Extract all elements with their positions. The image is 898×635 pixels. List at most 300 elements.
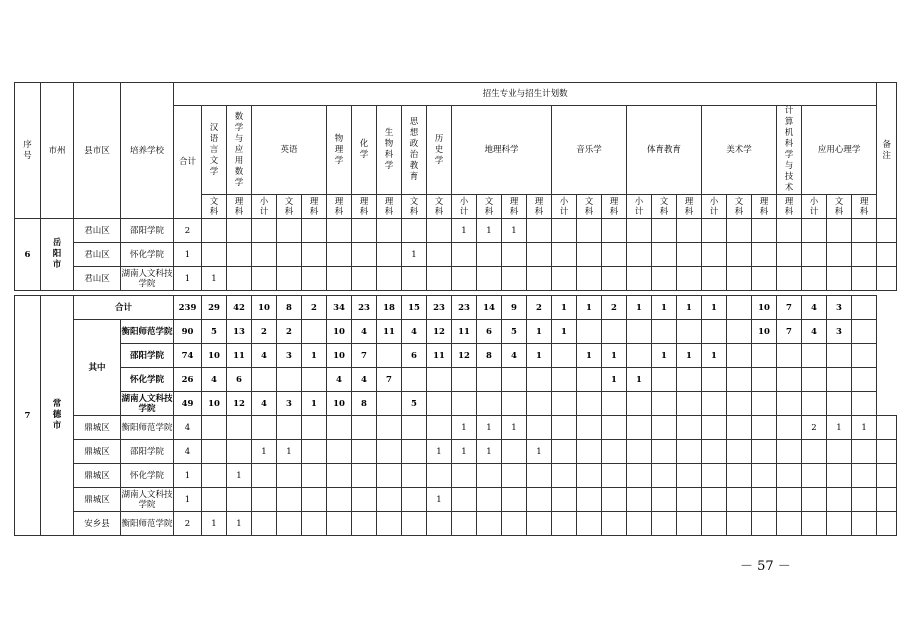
cell-value: 1 (827, 416, 852, 440)
cell-value (402, 488, 427, 512)
cell-value: 3 (827, 320, 852, 344)
row-seq: 7 (15, 296, 41, 536)
row-school: 衡阳师范学院 (121, 320, 174, 344)
cell-value: 1 (402, 243, 427, 267)
header-group-title: 招生专业与招生计划数 (174, 83, 877, 106)
cell-value (502, 440, 527, 464)
cell-value: 4 (252, 344, 277, 368)
cell-value: 1 (702, 296, 727, 320)
cell-value (277, 464, 302, 488)
cell-value: 10 (252, 296, 277, 320)
cell-value (427, 219, 452, 243)
cell-value (702, 267, 727, 291)
cell-value (302, 267, 327, 291)
cell-value (202, 219, 227, 243)
cell-value: 9 (502, 296, 527, 320)
cell-value: 1 (602, 368, 627, 392)
cell-value (277, 512, 302, 536)
cell-value (677, 368, 702, 392)
cell-value: 1 (552, 296, 577, 320)
row-county: 鼎城区 (74, 464, 121, 488)
cell-value (477, 267, 502, 291)
cell-value: 10 (327, 320, 352, 344)
cell-value (752, 392, 777, 416)
table-row (15, 392, 897, 416)
cell-value (702, 243, 727, 267)
cell-value (552, 243, 577, 267)
cell-value (577, 243, 602, 267)
cell-value: 1 (527, 440, 552, 464)
header-seq: 序号 (15, 83, 41, 219)
cell-value (852, 267, 877, 291)
cell-value: 4 (202, 368, 227, 392)
cell-value (377, 392, 402, 416)
sub-like: 理科 (227, 195, 252, 219)
cell-value (377, 219, 402, 243)
header-city: 市州 (41, 83, 74, 219)
cell-value (702, 392, 727, 416)
sub-xiaoji: 小计 (627, 195, 652, 219)
cell-value (727, 488, 752, 512)
row-county: 鼎城区 (74, 488, 121, 512)
cell-value (352, 512, 377, 536)
cell-value (402, 512, 427, 536)
cell-value (702, 512, 727, 536)
page-number: － 57 － (740, 559, 791, 574)
cell-value (827, 440, 852, 464)
cell-value (552, 464, 577, 488)
sub-xiaoji: 小计 (452, 195, 477, 219)
cell-value (277, 243, 302, 267)
cell-value (702, 368, 727, 392)
cell-value: 1 (202, 512, 227, 536)
cell-value (677, 392, 702, 416)
cell-value (352, 267, 377, 291)
sub-like: 理科 (502, 195, 527, 219)
cell-value: 1 (627, 296, 652, 320)
cell-value: 1 (477, 440, 502, 464)
cell-value (402, 464, 427, 488)
row-school: 怀化学院 (121, 243, 174, 267)
table-row (15, 296, 897, 320)
cell-value: 10 (327, 392, 352, 416)
cell-value (402, 219, 427, 243)
cell-value: 15 (402, 296, 427, 320)
cell-value (452, 392, 477, 416)
cell-value (477, 488, 502, 512)
sub-xiaoji: 小计 (552, 195, 577, 219)
cell-value: 1 (502, 416, 527, 440)
cell-value: 10 (752, 320, 777, 344)
cell-value (752, 464, 777, 488)
row-school: 邵阳学院 (121, 440, 174, 464)
cell-value (727, 320, 752, 344)
cell-value (427, 464, 452, 488)
cell-value: 1 (302, 344, 327, 368)
cell-total: 1 (174, 243, 202, 267)
cell-value: 7 (377, 368, 402, 392)
cell-value (627, 267, 652, 291)
cell-value (777, 416, 802, 440)
cell-value: 2 (527, 296, 552, 320)
cell-value: 1 (527, 344, 552, 368)
sub-like: 理科 (327, 195, 352, 219)
header-major-geography: 地理科学 (452, 106, 552, 195)
cell-value: 1 (677, 344, 702, 368)
cell-value (577, 440, 602, 464)
sub-xiaoji: 小计 (802, 195, 827, 219)
cell-value: 2 (277, 320, 302, 344)
cell-value (402, 368, 427, 392)
table-row (15, 368, 897, 392)
cell-remark (877, 243, 897, 267)
sub-like: 理科 (527, 195, 552, 219)
cell-value (202, 464, 227, 488)
row-school: 湖南人文科技学院 (121, 393, 173, 414)
cell-value (277, 368, 302, 392)
cell-value (327, 488, 352, 512)
cell-remark (877, 464, 897, 488)
cell-value: 5 (502, 320, 527, 344)
cell-value (852, 219, 877, 243)
cell-value (252, 368, 277, 392)
cell-value (577, 488, 602, 512)
cell-value: 13 (227, 320, 252, 344)
cell-value (227, 243, 252, 267)
cell-value (352, 440, 377, 464)
cell-value (627, 320, 652, 344)
cell-value (502, 267, 527, 291)
cell-value (677, 320, 702, 344)
cell-value (802, 488, 827, 512)
cell-value: 11 (452, 320, 477, 344)
cell-total: 2 (174, 219, 202, 243)
cell-value (502, 368, 527, 392)
cell-value (802, 464, 827, 488)
header-major-english: 英语 (252, 106, 327, 195)
cell-value (252, 488, 277, 512)
cell-value: 8 (277, 296, 302, 320)
cell-value (452, 488, 477, 512)
cell-value: 11 (377, 320, 402, 344)
header-major-math: 数学与应用数学 (227, 106, 252, 195)
cell-value (677, 219, 702, 243)
cell-value (527, 368, 552, 392)
cell-value (677, 488, 702, 512)
sub-like: 理科 (352, 195, 377, 219)
row-school: 衡阳师范学院 (121, 416, 174, 440)
cell-value (427, 267, 452, 291)
cell-value (377, 488, 402, 512)
row-county: 君山区 (74, 267, 121, 291)
cell-value: 1 (527, 320, 552, 344)
cell-value: 6 (477, 320, 502, 344)
cell-value (827, 219, 852, 243)
cell-total: 1 (174, 464, 202, 488)
cell-value (352, 219, 377, 243)
cell-total: 26 (174, 368, 202, 392)
cell-remark (877, 488, 897, 512)
cell-remark (877, 219, 897, 243)
cell-value (652, 368, 677, 392)
cell-value (852, 320, 877, 344)
cell-value (502, 464, 527, 488)
sub-xiaoji: 小计 (252, 195, 277, 219)
cell-value (652, 416, 677, 440)
cell-value: 1 (427, 488, 452, 512)
cell-value (702, 440, 727, 464)
cell-remark (877, 416, 897, 440)
cell-value (277, 267, 302, 291)
cell-value (852, 440, 877, 464)
cell-value: 1 (277, 440, 302, 464)
cell-value (552, 267, 577, 291)
cell-value: 1 (202, 267, 227, 291)
cell-value (602, 512, 627, 536)
header-total: 合计 (174, 106, 202, 219)
cell-value (827, 267, 852, 291)
cell-value: 4 (352, 320, 377, 344)
cell-value: 6 (402, 344, 427, 368)
cell-value (527, 464, 552, 488)
row-city: 岳阳市 (41, 219, 74, 291)
cell-value (252, 464, 277, 488)
row-among-label: 其中 (74, 320, 121, 416)
cell-value (752, 344, 777, 368)
cell-value (602, 267, 627, 291)
row-county: 鼎城区 (74, 416, 121, 440)
row-school: 怀化学院 (121, 368, 174, 392)
cell-value: 4 (402, 320, 427, 344)
cell-value: 12 (452, 344, 477, 368)
cell-value (327, 440, 352, 464)
cell-value: 34 (327, 296, 352, 320)
cell-value (477, 464, 502, 488)
cell-value (502, 488, 527, 512)
cell-value: 1 (627, 368, 652, 392)
cell-value (552, 488, 577, 512)
cell-value: 10 (202, 344, 227, 368)
cell-value (852, 512, 877, 536)
cell-value (777, 243, 802, 267)
cell-value (802, 344, 827, 368)
cell-value (452, 267, 477, 291)
cell-value (602, 392, 627, 416)
row-school: 湖南人文科技学院 (121, 489, 173, 510)
cell-value (627, 344, 652, 368)
cell-value: 1 (477, 219, 502, 243)
cell-value (727, 392, 752, 416)
cell-value (377, 416, 402, 440)
enrollment-plan-table (14, 82, 897, 536)
row-county: 君山区 (74, 243, 121, 267)
cell-value (702, 488, 727, 512)
cell-value: 8 (352, 392, 377, 416)
cell-value (852, 368, 877, 392)
row-school: 邵阳学院 (121, 344, 174, 368)
cell-value: 1 (852, 416, 877, 440)
cell-value (427, 512, 452, 536)
cell-value (477, 392, 502, 416)
cell-value: 12 (227, 392, 252, 416)
cell-value (202, 488, 227, 512)
cell-value: 7 (777, 320, 802, 344)
sub-like: 理科 (302, 195, 327, 219)
cell-value (727, 243, 752, 267)
cell-value (377, 267, 402, 291)
cell-value (777, 219, 802, 243)
cell-value (752, 416, 777, 440)
cell-value (502, 392, 527, 416)
cell-value (652, 392, 677, 416)
cell-value (702, 416, 727, 440)
cell-value (577, 392, 602, 416)
cell-value: 14 (477, 296, 502, 320)
cell-value (402, 416, 427, 440)
cell-value (577, 464, 602, 488)
cell-total: 90 (174, 320, 202, 344)
cell-value (677, 440, 702, 464)
cell-value (377, 440, 402, 464)
cell-value (477, 368, 502, 392)
cell-value (827, 488, 852, 512)
cell-value (277, 416, 302, 440)
cell-value (577, 267, 602, 291)
cell-value (827, 368, 852, 392)
cell-value (852, 296, 877, 320)
cell-value (327, 243, 352, 267)
cell-value (252, 243, 277, 267)
header-major-chinese: 汉语言文学 (202, 106, 227, 195)
cell-value (302, 440, 327, 464)
header-major-politics: 思想政治教育 (402, 106, 427, 195)
cell-value (777, 392, 802, 416)
header-major-physics: 物理学 (327, 106, 352, 195)
cell-value (777, 512, 802, 536)
cell-value (752, 243, 777, 267)
cell-value (352, 243, 377, 267)
cell-value (602, 320, 627, 344)
cell-value (552, 512, 577, 536)
cell-value (452, 243, 477, 267)
cell-total: 2 (174, 512, 202, 536)
sub-wenke: 文科 (652, 195, 677, 219)
header-major-pe: 体育教育 (627, 106, 702, 195)
sub-wenke: 文科 (402, 195, 427, 219)
cell-value (777, 368, 802, 392)
cell-value (627, 512, 652, 536)
cell-value (627, 219, 652, 243)
table-row (15, 440, 897, 464)
cell-value (502, 512, 527, 536)
cell-value: 1 (452, 416, 477, 440)
cell-value (327, 267, 352, 291)
cell-total: 1 (174, 267, 202, 291)
header-major-chemistry: 化学 (352, 106, 377, 195)
cell-value (377, 512, 402, 536)
cell-value (302, 416, 327, 440)
cell-value (852, 464, 877, 488)
sub-wenke: 文科 (827, 195, 852, 219)
table-row (15, 243, 897, 267)
cell-value: 8 (477, 344, 502, 368)
cell-value: 11 (227, 344, 252, 368)
cell-value (627, 464, 652, 488)
cell-value (677, 416, 702, 440)
cell-value (227, 440, 252, 464)
cell-value (602, 243, 627, 267)
cell-value (827, 243, 852, 267)
sub-like: 理科 (752, 195, 777, 219)
cell-value: 1 (652, 296, 677, 320)
cell-value: 10 (202, 392, 227, 416)
sub-like: 理科 (777, 195, 802, 219)
cell-value: 1 (702, 344, 727, 368)
sub-wenke: 文科 (577, 195, 602, 219)
cell-value: 1 (602, 344, 627, 368)
cell-value: 2 (252, 320, 277, 344)
row-school: 湖南人文科技学院 (121, 268, 173, 289)
cell-value (752, 488, 777, 512)
header-major-music: 音乐学 (552, 106, 627, 195)
cell-total: 4 (174, 440, 202, 464)
cell-value: 1 (302, 392, 327, 416)
cell-value (602, 464, 627, 488)
row-school: 邵阳学院 (121, 219, 174, 243)
cell-value (302, 219, 327, 243)
table-row (15, 344, 897, 368)
cell-value (852, 243, 877, 267)
cell-value: 7 (352, 344, 377, 368)
cell-value (302, 488, 327, 512)
cell-value (702, 464, 727, 488)
cell-value (852, 488, 877, 512)
table-row (15, 464, 897, 488)
cell-value (827, 464, 852, 488)
cell-value (527, 512, 552, 536)
cell-total: 74 (174, 344, 202, 368)
cell-value (402, 267, 427, 291)
cell-value (477, 243, 502, 267)
cell-total: 239 (174, 296, 202, 320)
cell-value (502, 243, 527, 267)
cell-value: 3 (277, 344, 302, 368)
cell-value: 4 (327, 368, 352, 392)
cell-value (627, 488, 652, 512)
cell-value: 18 (377, 296, 402, 320)
cell-total: 49 (174, 392, 202, 416)
cell-value (377, 243, 402, 267)
cell-value (302, 464, 327, 488)
cell-value (427, 392, 452, 416)
cell-value (652, 464, 677, 488)
cell-value: 29 (202, 296, 227, 320)
cell-value (802, 512, 827, 536)
cell-total: 4 (174, 416, 202, 440)
cell-value (802, 267, 827, 291)
cell-remark (877, 267, 897, 291)
header-major-psychology: 应用心理学 (802, 106, 877, 195)
sub-xiaoji: 小计 (702, 195, 727, 219)
cell-value (627, 416, 652, 440)
cell-value: 42 (227, 296, 252, 320)
table-row (15, 219, 897, 243)
cell-value (752, 368, 777, 392)
cell-value: 4 (352, 368, 377, 392)
cell-value (302, 368, 327, 392)
cell-value: 1 (227, 512, 252, 536)
cell-value: 23 (427, 296, 452, 320)
